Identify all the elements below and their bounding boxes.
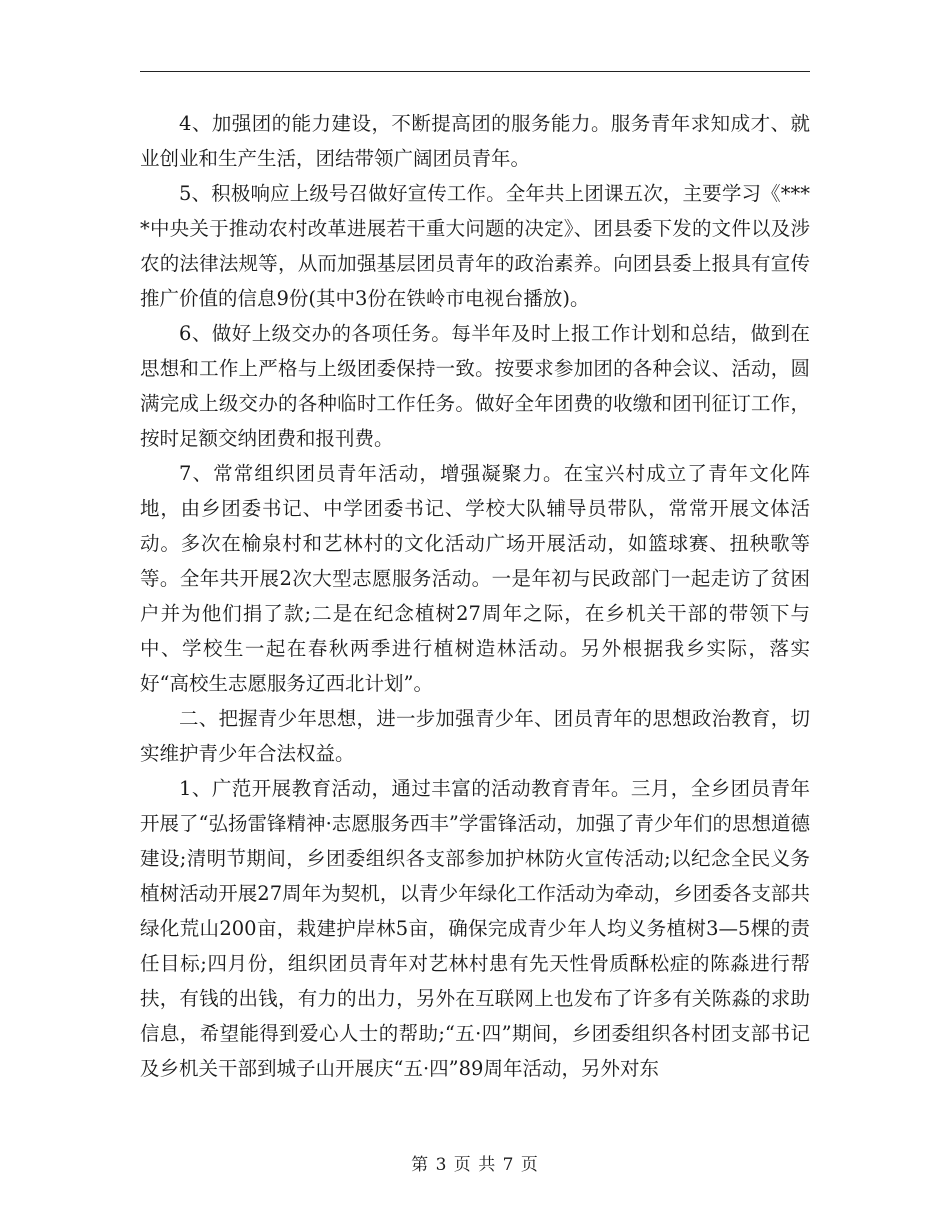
section-heading-2: 二、把握青少年思想，进一步加强青少年、团员青年的思想政治教育，切实维护青少年合法权益。	[140, 707, 810, 765]
document-body	[140, 106, 810, 1086]
paragraph-item-4: 4、加强团的能力建设，不断提高团的服务能力。服务青年求知成才、就业创业和生产生活，团结带领广阔团员青年。	[140, 112, 810, 170]
paragraph-item-5: 5、积极响应上级号召做好宣传工作。全年共上团课五次，主要学习《****中央关于推动农村改革进展若干重大问题的决定》、团县委下发的文件以及涉农的法律法规等，从而加强基层团员青年的政治素养。向团县委上报具有宣传推广价值的信息9份(其中3份在铁岭市电视台播放)。	[140, 182, 810, 310]
page-number: 第 3 页 共 7 页	[411, 1155, 539, 1175]
paragraph-item-7: 7、常常组织团员青年活动，增强凝聚力。在宝兴村成立了青年文化阵地，由乡团委书记、中学团委书记、学校大队辅导员带队，常常开展文体活动。多次在榆泉村和艺林村的文化活动广场开展活动，如篮球赛、扭秧歌等等。全年共开展2次大型志愿服务活动。一是年初与民政部门一起走访了贫困户并为他们捐了款;二是在纪念植树27周年之际，在乡机关干部的带领下与中、学校生一起在春秋两季进行植树造林活动。另外根据我乡实际，落实好“高校生志愿服务辽西北计划”。	[140, 462, 810, 695]
paragraph-item-6: 6、做好上级交办的各项任务。每半年及时上报工作计划和总结，做到在思想和工作上严格与上级团委保持一致。按要求参加团的各种会议、活动，圆满完成上级交办的各种临时工作任务。做好全年团费的收缴和团刊征订工作，按时足额交纳团费和报刊费。	[140, 322, 810, 450]
paragraph-item-2-1: 1、广范开展教育活动，通过丰富的活动教育青年。三月，全乡团员青年开展了“弘扬雷锋精神·志愿服务西丰”学雷锋活动，加强了青少年们的思想道德建设;清明节期间，乡团委组织各支部参加护林防火宣传活动;以纪念全民义务植树活动开展27周年为契机，以青少年绿化工作活动为牵动，乡团委各支部共绿化荒山200亩，栽建护岸林5亩，确保完成青少年人均义务植树3—5棵的责任目标;四月份，组织团员青年对艺林村患有先天性骨质酥松症的陈淼进行帮扶，有钱的出钱，有力的出力，另外在互联网上也发布了许多有关陈淼的求助信息，希望能得到爱心人士的帮助;“五·四”期间，乡团委组织各村团支部书记及乡机关干部到城子山开展庆“五·四”89周年活动，另外对东	[140, 777, 810, 1080]
header-rule	[140, 71, 810, 72]
